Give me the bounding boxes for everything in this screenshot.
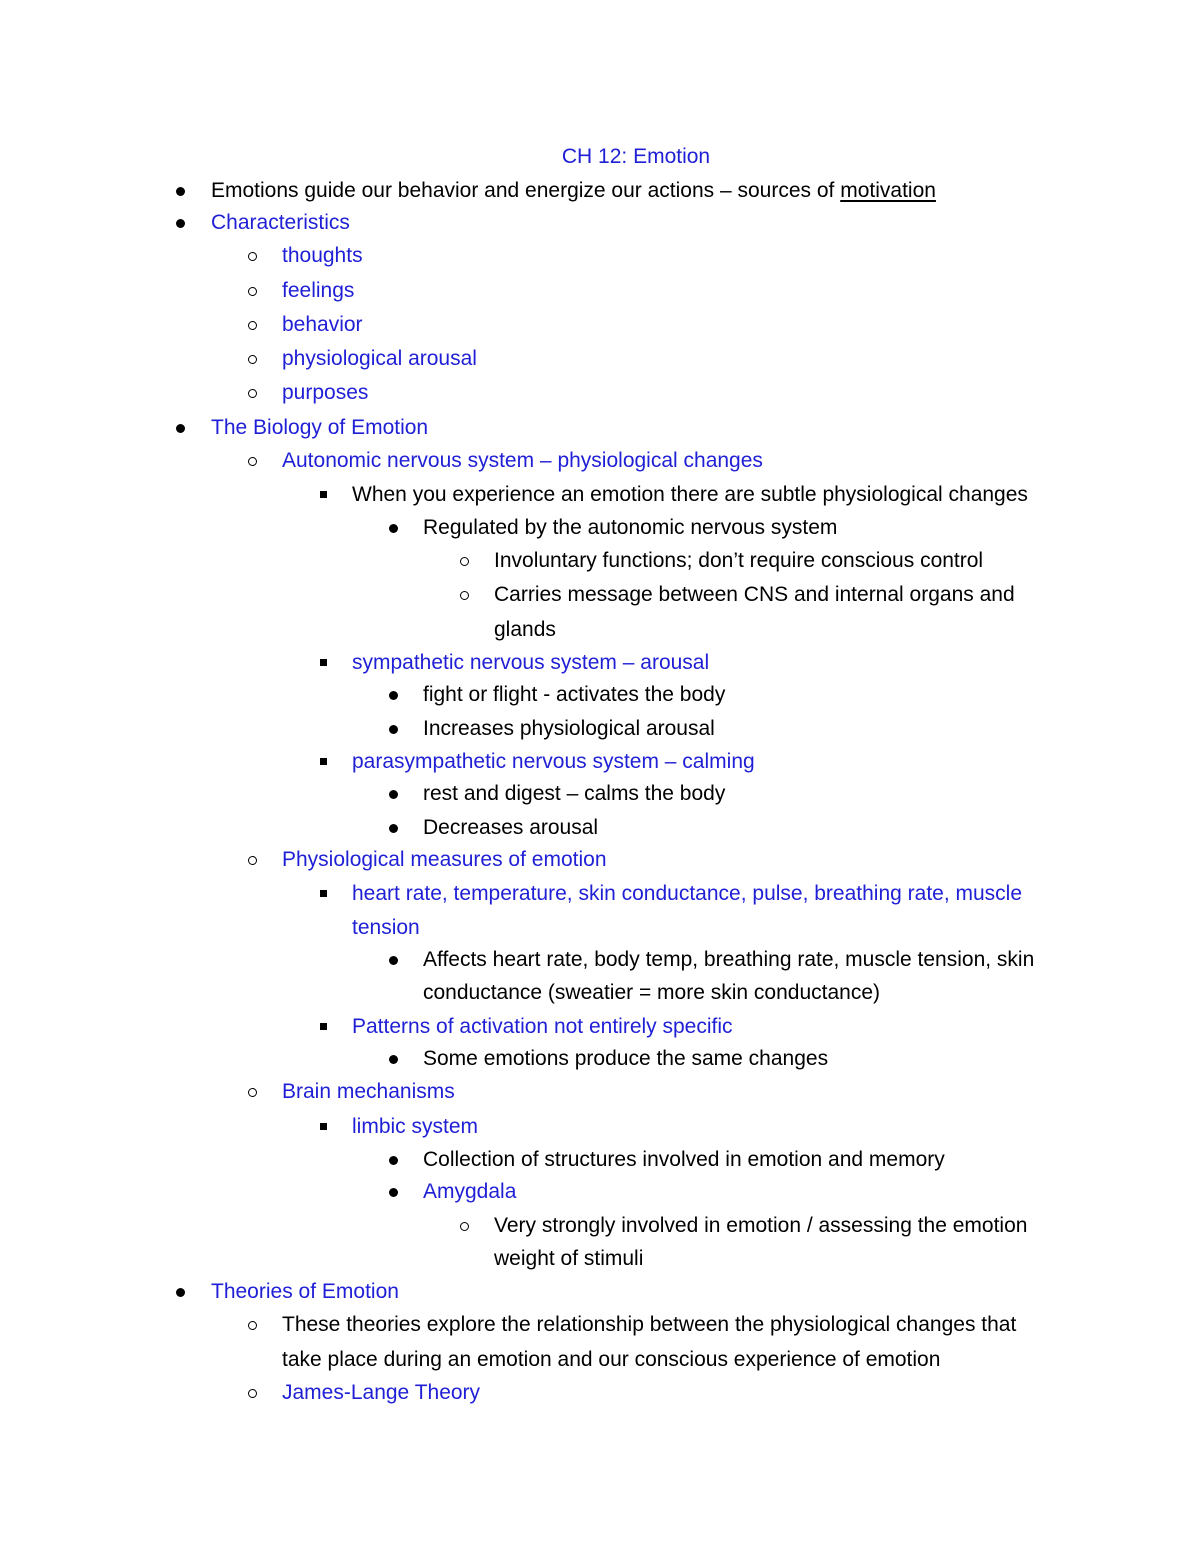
list-item-text: Collection of structures involved in emotion and memory [423,1148,945,1171]
list-item-text: Decreases arousal [423,816,599,839]
list-item-text: James-Lange Theory [282,1381,481,1404]
list-item-text: thoughts [282,244,363,267]
list-item-text: sympathetic nervous system – arousal [352,651,710,674]
list-item-text: Carries message between CNS and internal organs and [494,583,1015,606]
list-item-text: Regulated by the autonomic nervous system [423,516,838,539]
list-item-text: Affects heart rate, body temp, breathing rate, muscle tension, skin [423,948,1035,971]
list-item-text: parasympathetic nervous system – calming [352,750,755,773]
list-item-text: behavior [282,313,363,336]
list-item-text: The Biology of Emotion [211,416,429,439]
list-item-text: Patterns of activation not entirely specific [352,1015,733,1038]
list-item-text: Some emotions produce the same changes [423,1047,829,1070]
list-item-text: These theories explore the relationship between the physiological changes that [282,1313,1017,1336]
list-item-text: glands [494,618,556,641]
list-item-text: Theories of Emotion [211,1280,399,1303]
list-item-text: heart rate, temperature, skin conductance, pulse, breathing rate, muscle [352,882,1023,905]
list-item-text: tension [352,916,420,939]
page-title: CH 12: Emotion [561,145,711,168]
list-item-text: weight of stimuli [494,1247,644,1270]
list-item-text: conductance (sweatier = more skin conductance) [423,981,880,1004]
list-item-text: Emotions guide our behavior and energize our actions – sources of motivation [211,179,936,202]
list-item-text: Physiological measures of emotion [282,848,607,871]
list-item-text: When you experience an emotion there are subtle physiological changes [352,483,1028,506]
list-item-text: purposes [282,381,369,404]
list-item-text: rest and digest – calms the body [423,782,726,805]
list-item-text: Increases physiological arousal [423,717,715,740]
list-item-text: fight or flight - activates the body [423,683,726,706]
list-item-text: physiological arousal [282,347,477,370]
list-item-text: take place during an emotion and our conscious experience of emotion [282,1348,941,1371]
list-item-text: Very strongly involved in emotion / assessing the emotion [494,1214,1028,1237]
list-item-text: limbic system [352,1115,479,1138]
list-item-text: Characteristics [211,211,350,234]
list-item-text: Brain mechanisms [282,1080,455,1103]
list-item-text: feelings [282,279,355,302]
list-item-text: Autonomic nervous system – physiological changes [282,449,763,472]
underlined-term: motivation [840,179,936,202]
list-item-text: Involuntary functions; don’t require conscious control [494,549,984,572]
list-item-text: Amygdala [423,1180,517,1203]
